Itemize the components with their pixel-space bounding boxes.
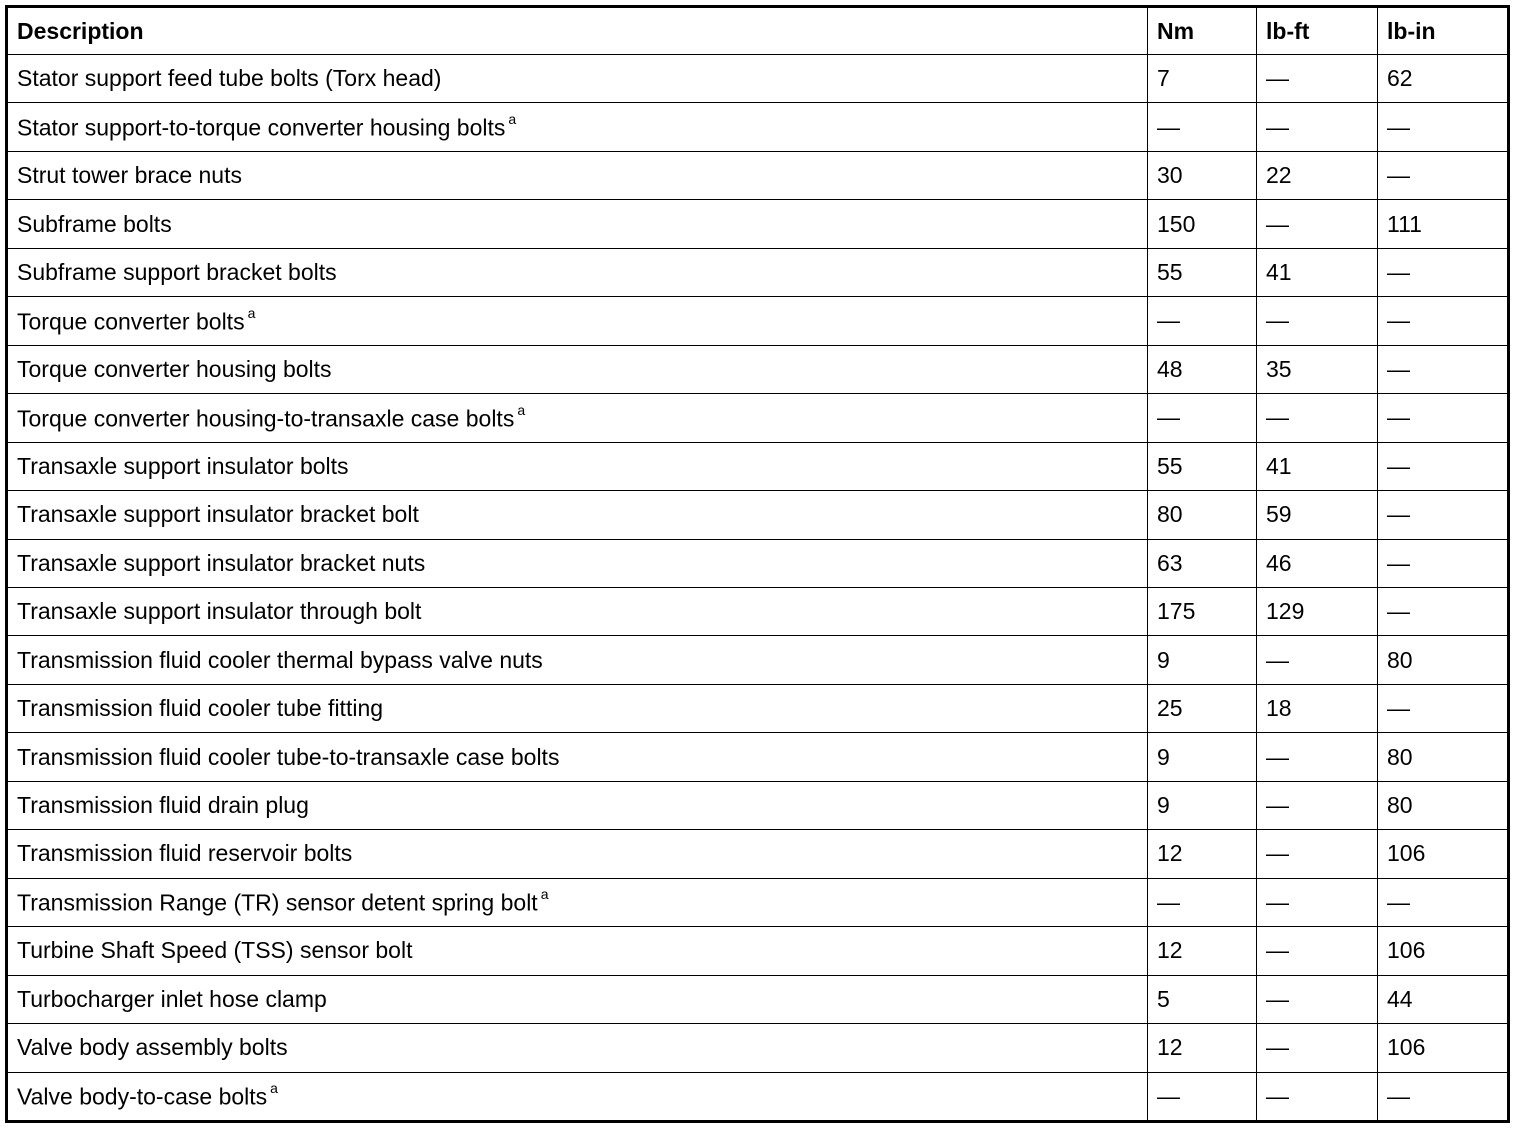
cell-description xyxy=(7,200,1148,248)
description-text: Transmission fluid cooler tube fitting xyxy=(17,695,384,722)
cell-lbin: 106 xyxy=(1378,927,1509,975)
cell-lbft: — xyxy=(1257,927,1378,975)
description-text: Subframe bolts xyxy=(17,210,172,237)
table-row xyxy=(7,491,1509,539)
table-row xyxy=(7,103,1509,151)
cell-lbft: — xyxy=(1257,781,1378,829)
description-text: Torque converter housing bolts xyxy=(17,355,332,382)
table-row xyxy=(7,781,1509,829)
cell-lbft: — xyxy=(1257,1024,1378,1072)
cell-nm: 9 xyxy=(1148,781,1257,829)
cell-lbft: — xyxy=(1257,975,1378,1023)
cell-lbin: — xyxy=(1378,394,1509,442)
cell-nm: 9 xyxy=(1148,636,1257,684)
cell-description xyxy=(7,442,1148,490)
cell-description xyxy=(7,491,1148,539)
description-text: Valve body assembly bolts xyxy=(17,1034,288,1061)
description-text: Stator support feed tube bolts (Torx head) xyxy=(17,65,442,92)
cell-description xyxy=(7,781,1148,829)
description-text: Valve body-to-case bolts xyxy=(17,1083,268,1110)
description-text: Torque converter bolts xyxy=(17,308,245,335)
description-text: Turbine Shaft Speed (TSS) sensor bolt xyxy=(17,937,413,964)
cell-description xyxy=(7,733,1148,781)
cell-description xyxy=(7,878,1148,926)
cell-nm: — xyxy=(1148,1072,1257,1121)
cell-nm: 30 xyxy=(1148,151,1257,199)
header-lbin: lb-in xyxy=(1378,7,1509,55)
cell-lbft: 18 xyxy=(1257,684,1378,732)
description-text: Transaxle support insulator bracket nuts xyxy=(17,549,426,576)
footnote-marker: a xyxy=(270,1079,278,1096)
cell-lbft: 35 xyxy=(1257,345,1378,393)
cell-nm: 63 xyxy=(1148,539,1257,587)
torque-spec-table-container xyxy=(5,5,1507,1123)
table-row xyxy=(7,297,1509,345)
cell-description xyxy=(7,684,1148,732)
cell-nm: — xyxy=(1148,297,1257,345)
cell-description xyxy=(7,830,1148,878)
cell-lbft: — xyxy=(1257,636,1378,684)
cell-nm: 7 xyxy=(1148,55,1257,103)
cell-lbft: 46 xyxy=(1257,539,1378,587)
cell-lbin: 80 xyxy=(1378,733,1509,781)
cell-description xyxy=(7,345,1148,393)
description-text: Transaxle support insulator through bolt xyxy=(17,598,422,625)
table-row xyxy=(7,394,1509,442)
torque-spec-table xyxy=(5,5,1510,1123)
table-row xyxy=(7,1024,1509,1072)
header-lbft: lb-ft xyxy=(1257,7,1378,55)
cell-lbin: 62 xyxy=(1378,55,1509,103)
cell-lbft: — xyxy=(1257,1072,1378,1121)
cell-description xyxy=(7,248,1148,296)
description-text: Turbocharger inlet hose clamp xyxy=(17,985,327,1012)
cell-nm: 55 xyxy=(1148,248,1257,296)
table-row xyxy=(7,151,1509,199)
description-text: Stator support-to-torque converter housing bolts xyxy=(17,114,506,141)
cell-lbin: — xyxy=(1378,442,1509,490)
cell-description xyxy=(7,297,1148,345)
cell-description xyxy=(7,539,1148,587)
description-text: Transmission fluid cooler thermal bypass valve nuts xyxy=(17,646,543,673)
footnote-marker: a xyxy=(508,110,517,127)
cell-lbin: — xyxy=(1378,587,1509,635)
cell-nm: 150 xyxy=(1148,200,1257,248)
cell-lbin: 111 xyxy=(1378,200,1509,248)
cell-nm: 9 xyxy=(1148,733,1257,781)
table-row xyxy=(7,975,1509,1023)
cell-lbin: — xyxy=(1378,539,1509,587)
table-row xyxy=(7,830,1509,878)
cell-lbin: — xyxy=(1378,248,1509,296)
header-description: Description xyxy=(7,7,1148,55)
cell-lbft: 41 xyxy=(1257,248,1378,296)
cell-nm: 5 xyxy=(1148,975,1257,1023)
footnote-marker: a xyxy=(517,401,526,418)
footnote-marker: a xyxy=(247,304,256,321)
description-text: Transmission fluid drain plug xyxy=(17,792,309,819)
cell-lbin: — xyxy=(1378,103,1509,151)
cell-description xyxy=(7,587,1148,635)
cell-lbin: — xyxy=(1378,297,1509,345)
table-row xyxy=(7,927,1509,975)
cell-description xyxy=(7,55,1148,103)
table-row xyxy=(7,248,1509,296)
cell-description xyxy=(7,975,1148,1023)
cell-nm: 55 xyxy=(1148,442,1257,490)
header-row xyxy=(7,7,1509,55)
cell-nm: 12 xyxy=(1148,1024,1257,1072)
cell-lbft: — xyxy=(1257,297,1378,345)
table-row xyxy=(7,55,1509,103)
cell-nm: 80 xyxy=(1148,491,1257,539)
cell-description xyxy=(7,394,1148,442)
cell-nm: — xyxy=(1148,878,1257,926)
cell-lbin: — xyxy=(1378,1072,1509,1121)
cell-lbin: 106 xyxy=(1378,830,1509,878)
cell-nm: 12 xyxy=(1148,927,1257,975)
cell-lbft: — xyxy=(1257,200,1378,248)
cell-description xyxy=(7,151,1148,199)
cell-nm: — xyxy=(1148,394,1257,442)
cell-lbft: — xyxy=(1257,733,1378,781)
table-row xyxy=(7,587,1509,635)
table-row xyxy=(7,684,1509,732)
description-text: Transaxle support insulator bracket bolt xyxy=(17,501,419,528)
cell-description xyxy=(7,1024,1148,1072)
description-text: Torque converter housing-to-transaxle case bolts xyxy=(17,405,515,432)
cell-lbin: — xyxy=(1378,345,1509,393)
cell-lbin: 80 xyxy=(1378,781,1509,829)
cell-lbin: 80 xyxy=(1378,636,1509,684)
table-row xyxy=(7,1072,1509,1121)
table-row xyxy=(7,345,1509,393)
description-text: Strut tower brace nuts xyxy=(17,162,242,189)
cell-lbin: 106 xyxy=(1378,1024,1509,1072)
cell-lbft: — xyxy=(1257,394,1378,442)
description-text: Transmission fluid reservoir bolts xyxy=(17,840,353,867)
header-nm: Nm xyxy=(1148,7,1257,55)
cell-lbin: — xyxy=(1378,878,1509,926)
cell-nm: 48 xyxy=(1148,345,1257,393)
cell-lbft: 22 xyxy=(1257,151,1378,199)
cell-description xyxy=(7,927,1148,975)
cell-lbft: 41 xyxy=(1257,442,1378,490)
footnote-marker: a xyxy=(540,886,549,903)
cell-description xyxy=(7,1072,1148,1121)
description-text: Transmission Range (TR) sensor detent spring bolt xyxy=(17,889,538,916)
cell-nm: — xyxy=(1148,103,1257,151)
cell-lbin: — xyxy=(1378,151,1509,199)
cell-lbft: — xyxy=(1257,103,1378,151)
cell-lbin: 44 xyxy=(1378,975,1509,1023)
cell-nm: 12 xyxy=(1148,830,1257,878)
cell-lbin: — xyxy=(1378,491,1509,539)
table-row xyxy=(7,733,1509,781)
cell-lbft: 59 xyxy=(1257,491,1378,539)
cell-nm: 25 xyxy=(1148,684,1257,732)
table-row xyxy=(7,539,1509,587)
description-text: Subframe support bracket bolts xyxy=(17,259,337,286)
table-row xyxy=(7,636,1509,684)
cell-lbft: — xyxy=(1257,830,1378,878)
cell-description xyxy=(7,636,1148,684)
table-row xyxy=(7,878,1509,926)
description-text: Transmission fluid cooler tube-to-transaxle case bolts xyxy=(17,743,560,770)
cell-lbft: — xyxy=(1257,55,1378,103)
cell-nm: 175 xyxy=(1148,587,1257,635)
cell-description xyxy=(7,103,1148,151)
table-row xyxy=(7,442,1509,490)
cell-lbft: — xyxy=(1257,878,1378,926)
cell-lbft: 129 xyxy=(1257,587,1378,635)
table-row xyxy=(7,200,1509,248)
cell-lbin: — xyxy=(1378,684,1509,732)
description-text: Transaxle support insulator bolts xyxy=(17,452,349,479)
